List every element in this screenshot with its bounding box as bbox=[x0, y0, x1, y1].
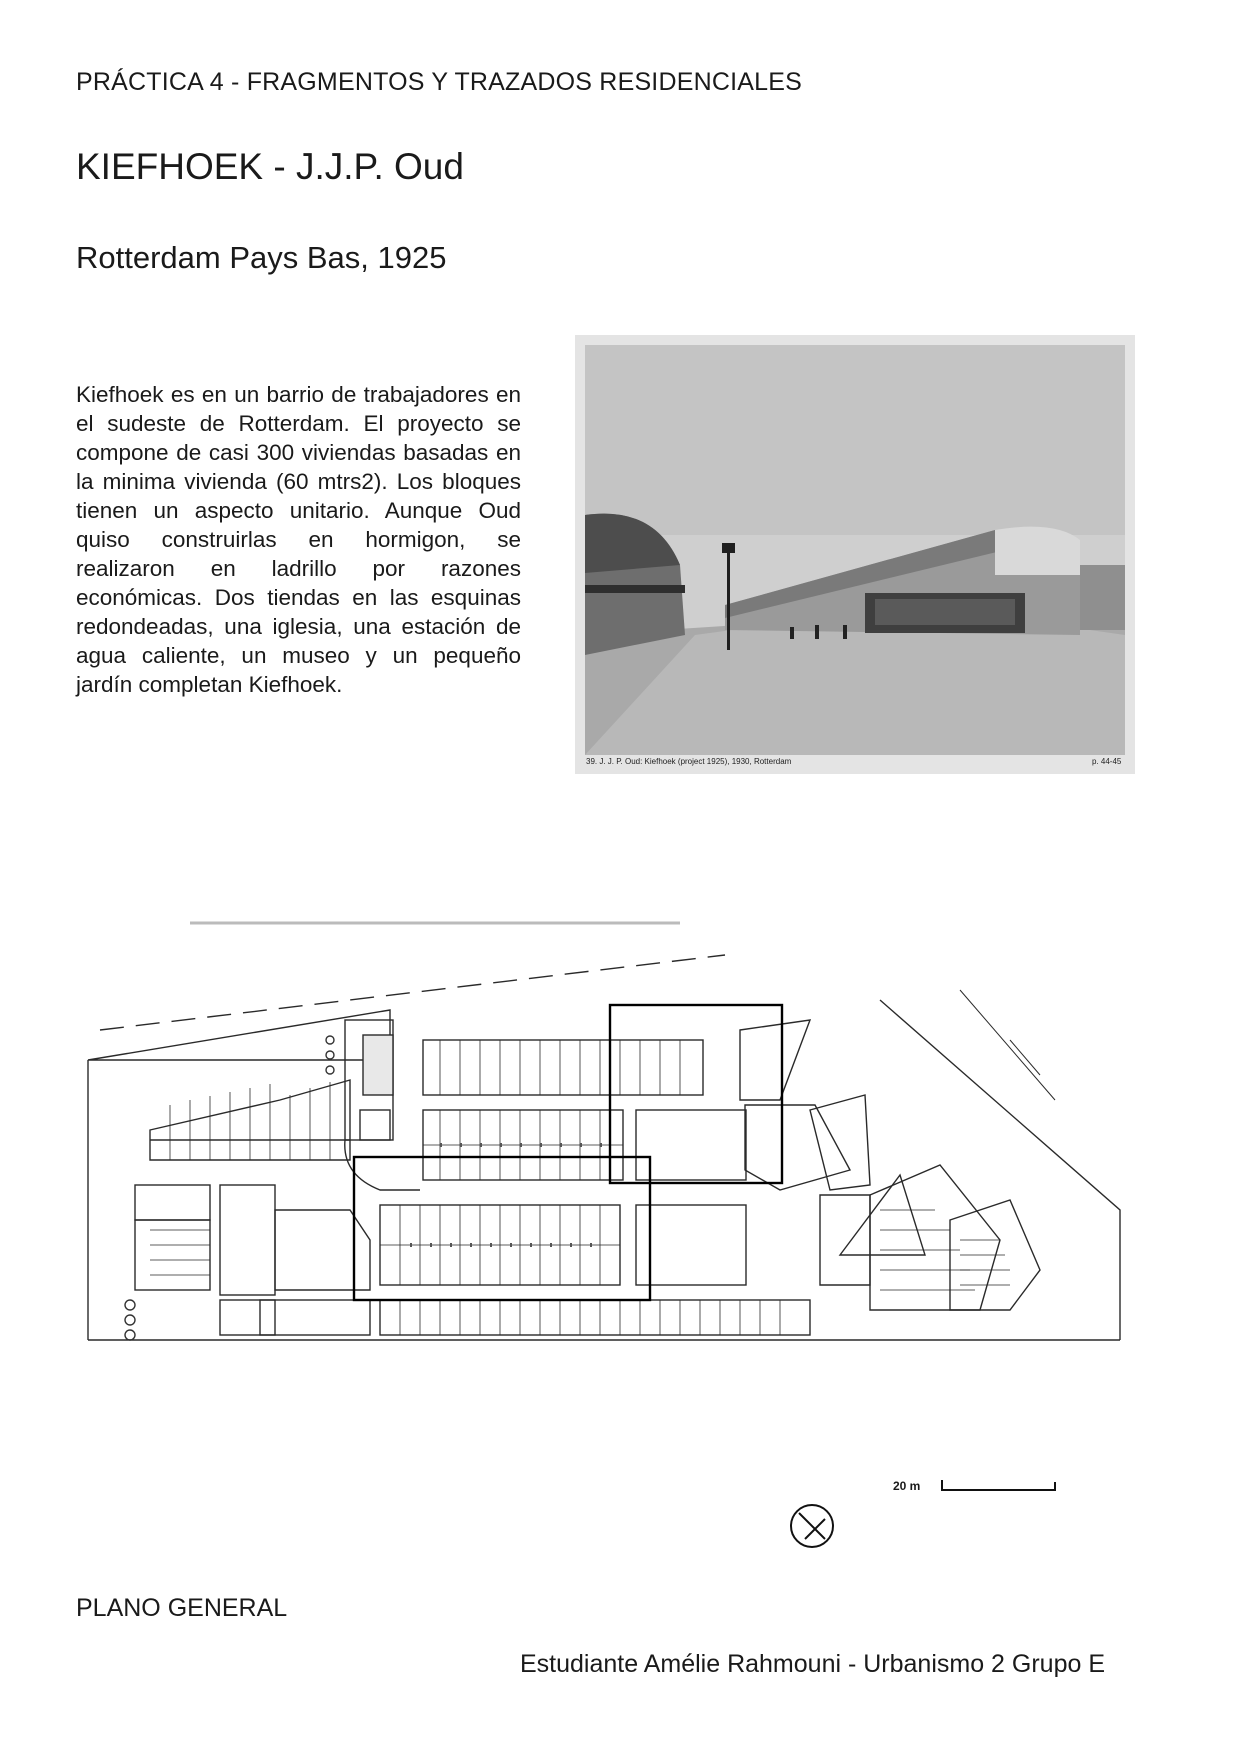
north-arrow-icon bbox=[788, 1502, 836, 1550]
project-location: Rotterdam Pays Bas, 1925 bbox=[76, 240, 447, 275]
project-description: Kiefhoek es en un barrio de trabajadores en el sudeste de Rotterdam. El proyecto se compone de casi 300 viviendas basadas en la minima vivienda (60 mtrs2). Los bloques tienen un aspecto unitario. Aunque Oud quiso construirlas en hormigon, se realizaron en ladrillo por razones económicas. Dos tiendas en las esquinas redondeadas, una iglesia, una estación de agua caliente, un museo y un pequeño jardín completan Kiefhoek. bbox=[76, 382, 521, 697]
scale-bar bbox=[940, 1478, 1058, 1492]
scale-label: 20 m bbox=[893, 1479, 921, 1493]
street-photo bbox=[575, 335, 1135, 774]
site-plan-drawing bbox=[80, 910, 1140, 1450]
photo-caption: 39. J. J. P. Oud: Kiefhoek (project 1925), 1930, Rotterdam bbox=[586, 757, 792, 766]
course-title: PRÁCTICA 4 - FRAGMENTOS Y TRAZADOS RESIDENCIALES bbox=[76, 68, 802, 96]
plan-section-label: PLANO GENERAL bbox=[76, 1594, 288, 1622]
photo-page-reference: p. 44-45 bbox=[1092, 757, 1122, 766]
student-credit: Estudiante Amélie Rahmouni - Urbanismo 2 Grupo E bbox=[520, 1650, 1106, 1678]
project-title: KIEFHOEK - J.J.P. Oud bbox=[76, 146, 464, 187]
